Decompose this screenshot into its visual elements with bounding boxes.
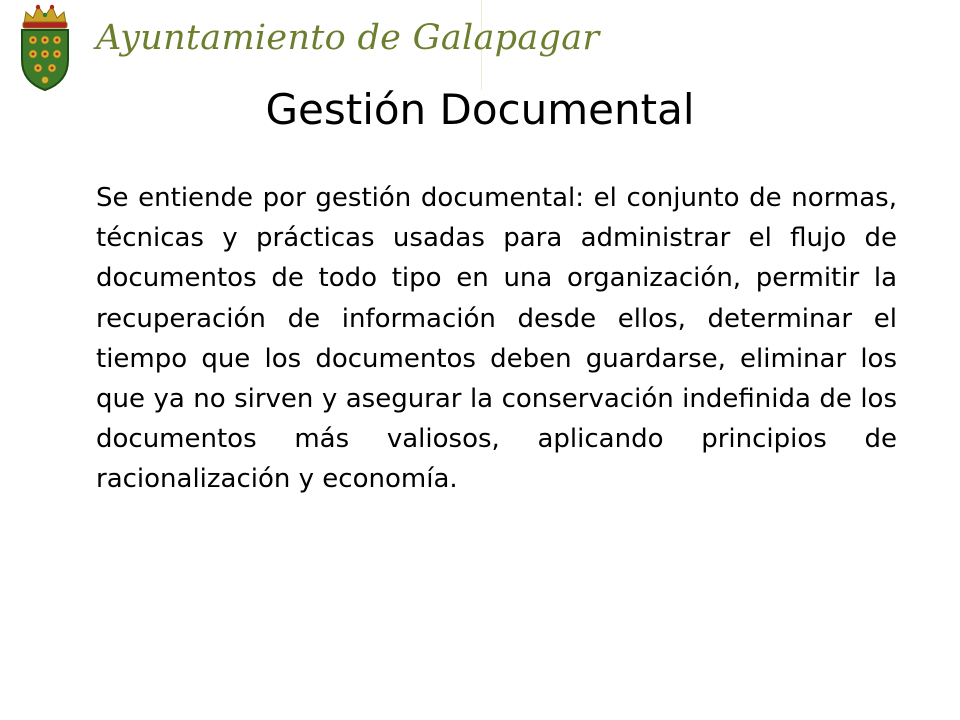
slide-body-text: Se entiende por gestión documental: el conjunto de normas, técnicas y prácticas usadas para administrar el flujo de documentos de todo tipo en una organización, permitir la recuperación de información desde ellos, determinar el tiempo que los documentos deben guardarse, eliminar los que ya no sirven y asegurar la conservación indefinida de los documentos más valiosos, aplicando principios de racionalización y economía. (96, 183, 897, 495)
municipality-name: Ayuntamiento de Galapagar (96, 18, 600, 58)
header-banner (0, 0, 600, 90)
coat-of-arms-icon (14, 2, 76, 92)
slide-title: Gestión Documental (265, 85, 695, 134)
